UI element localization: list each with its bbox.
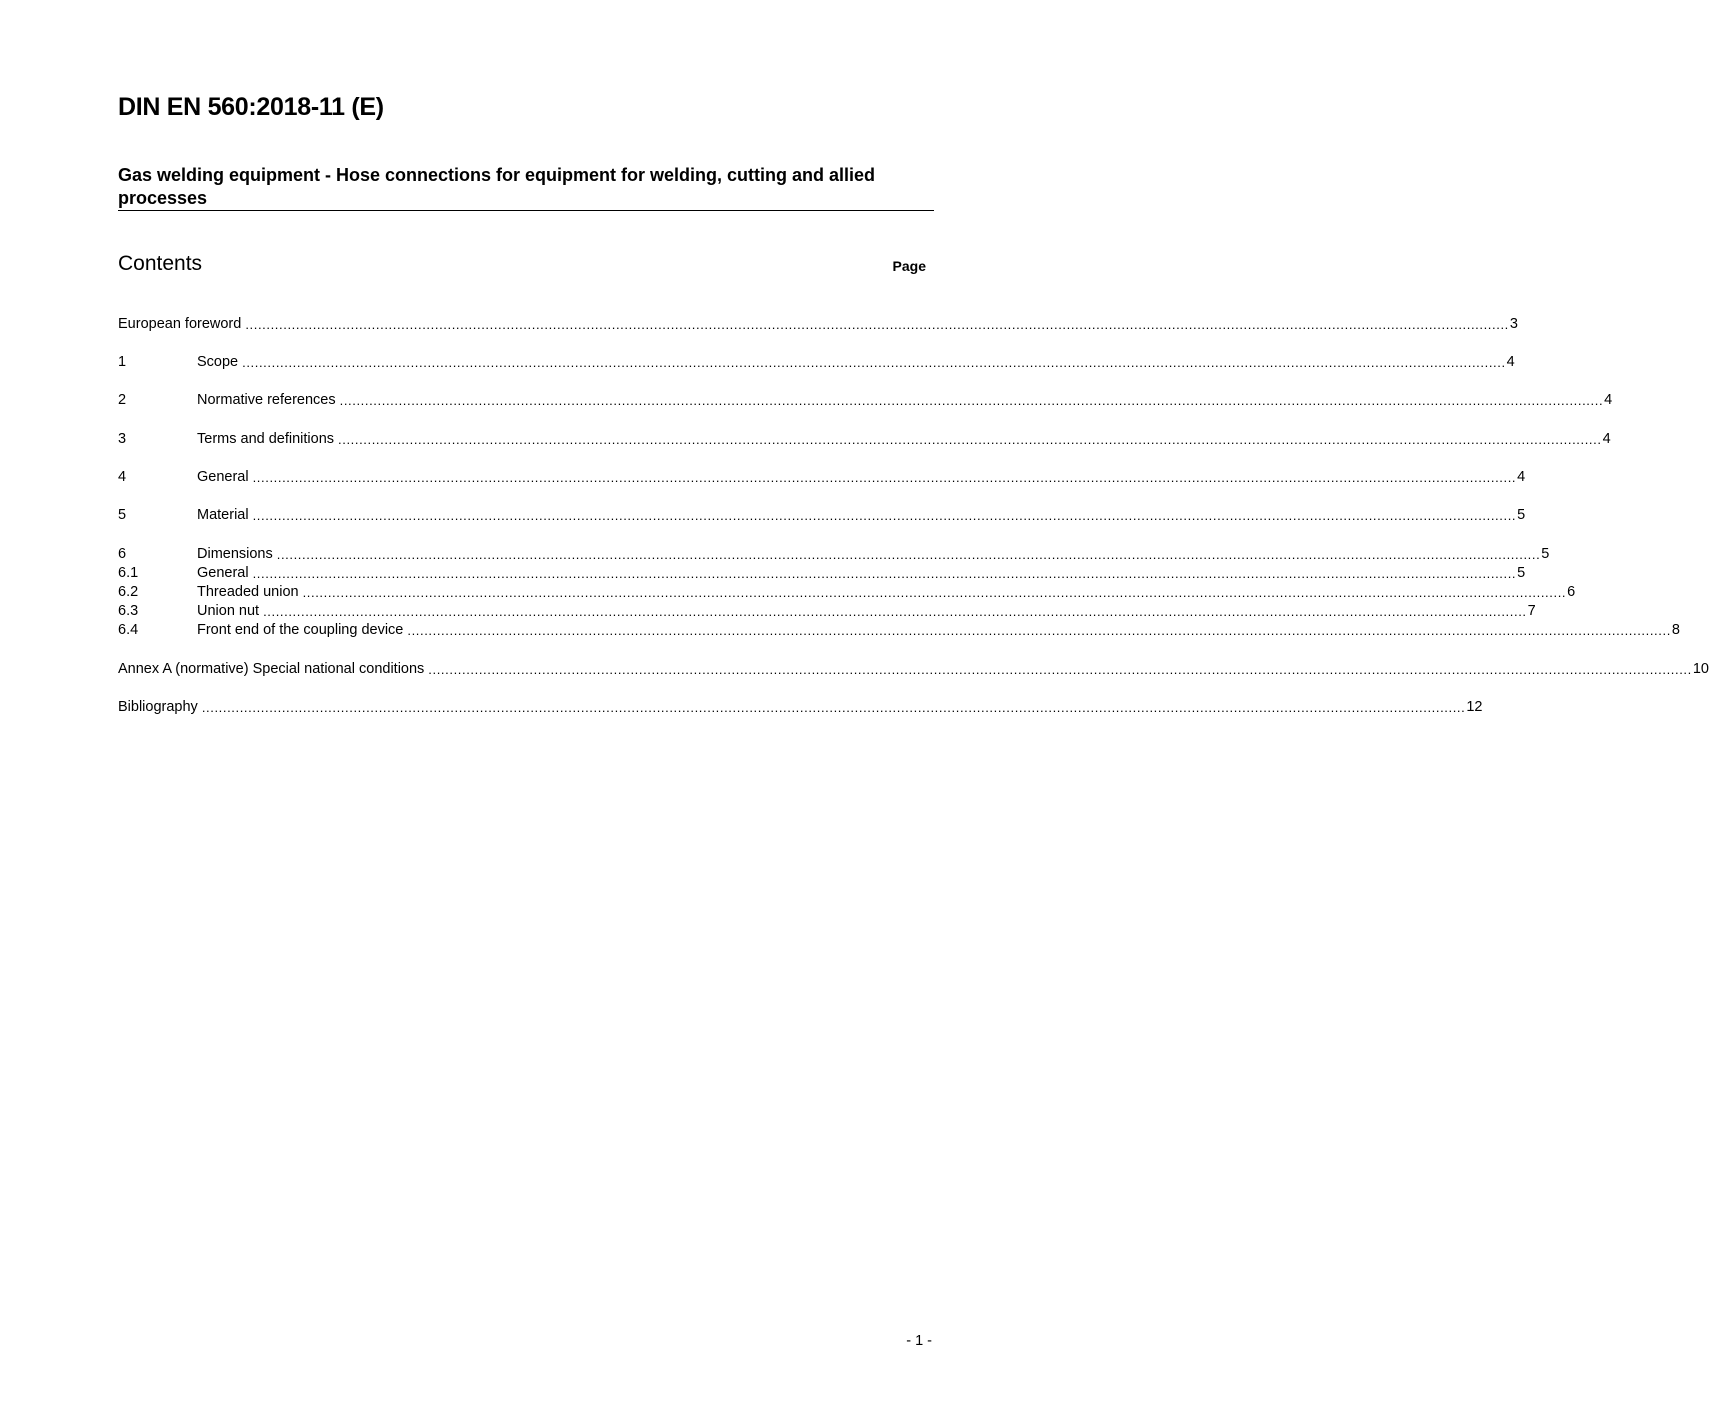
toc-entry-terms-definitions[interactable] <box>118 430 1611 449</box>
toc-entry-page: 4 <box>1506 354 1515 370</box>
toc-dot-leader: ............................................................................................................................................................................................................................................................................................................ <box>339 393 1604 408</box>
toc-dot-leader: ............................................................................................................................................................................................................................................................................................................ <box>252 470 1517 485</box>
toc-entry-page: 10 <box>1692 661 1709 677</box>
toc-entry-number: 6.1 <box>118 565 139 581</box>
toc-entry-dimensions[interactable] <box>118 545 1550 564</box>
toc-entry-title: General <box>197 469 249 485</box>
toc-dot-leader: ............................................................................................................................................................................................................................................................................................................ <box>245 317 1509 332</box>
toc-entry-annex-a[interactable] <box>118 660 1709 679</box>
document-number: DIN EN 560:2018-11 (E) <box>118 93 384 121</box>
toc-entry-number: 3 <box>118 431 127 447</box>
toc-dot-leader: ............................................................................................................................................................................................................................................................................................................ <box>302 585 1567 600</box>
toc-entry-bibliography[interactable] <box>118 698 1483 717</box>
toc-entry-page: 3 <box>1509 316 1518 332</box>
toc-entry-title: Front end of the coupling device <box>197 622 404 638</box>
toc-entry-title: Scope <box>197 354 239 370</box>
toc-entry-title: Annex A (normative) Special national conditions <box>118 661 425 677</box>
toc-dot-leader: ............................................................................................................................................................................................................................................................................................................ <box>428 662 1692 677</box>
toc-entry-page: 5 <box>1517 507 1526 523</box>
toc-dot-leader: ............................................................................................................................................................................................................................................................................................................ <box>276 547 1541 562</box>
toc-entry-title: General <box>197 565 249 581</box>
toc-dot-leader: ............................................................................................................................................................................................................................................................................................................ <box>263 604 1527 619</box>
toc-entry-title: Normative references <box>197 392 336 408</box>
toc-entry-page: 4 <box>1602 431 1611 447</box>
toc-dot-leader: ............................................................................................................................................................................................................................................................................................................ <box>407 623 1671 638</box>
toc-entry-front-end-coupling[interactable] <box>118 621 1680 640</box>
toc-entry-normative-references[interactable] <box>118 391 1613 410</box>
toc-entry-title: Material <box>197 507 249 523</box>
toc-entry-number: 6.2 <box>118 584 139 600</box>
toc-entry-title: European foreword <box>118 316 242 332</box>
toc-entry-title: Terms and definitions <box>197 431 335 447</box>
toc-entry-page: 4 <box>1517 469 1526 485</box>
toc-entry-number: 6.3 <box>118 603 139 619</box>
contents-heading: Contents <box>118 252 203 275</box>
toc-entry-title: Dimensions <box>197 546 273 562</box>
page-column-heading: Page <box>892 258 926 274</box>
toc-entry-page: 6 <box>1567 584 1576 600</box>
toc-entry-general[interactable] <box>118 468 1526 487</box>
toc-entry-title: Threaded union <box>197 584 299 600</box>
toc-entry-foreword[interactable] <box>118 315 1518 334</box>
document-title: Gas welding equipment - Hose connections for equipment for welding, cutting and allied processes <box>118 165 876 208</box>
toc-entry-material[interactable] <box>118 506 1526 525</box>
toc-entry-union-nut[interactable] <box>118 602 1536 621</box>
toc-entry-page: 5 <box>1517 565 1526 581</box>
toc-dot-leader: ............................................................................................................................................................................................................................................................................................................ <box>242 355 1506 370</box>
footer-page-number: - 1 - <box>906 1333 932 1349</box>
toc-dot-leader: ............................................................................................................................................................................................................................................................................................................ <box>252 508 1517 523</box>
toc-entry-scope[interactable] <box>118 353 1515 372</box>
toc-dot-leader: ............................................................................................................................................................................................................................................................................................................ <box>338 432 1602 447</box>
toc-entry-dimensions-general[interactable] <box>118 564 1526 583</box>
toc-dot-leader: ............................................................................................................................................................................................................................................................................................................ <box>252 566 1517 581</box>
toc-entry-number: 5 <box>118 507 127 523</box>
toc-entry-number: 4 <box>118 469 127 485</box>
toc-entry-page: 7 <box>1527 603 1536 619</box>
toc-entry-page: 12 <box>1466 699 1483 715</box>
toc-entry-threaded-union[interactable] <box>118 583 1576 602</box>
toc-entry-number: 6.4 <box>118 622 139 638</box>
toc-entry-number: 6 <box>118 546 127 562</box>
toc-entry-number: 2 <box>118 392 127 408</box>
toc-entry-number: 1 <box>118 354 127 370</box>
toc-entry-page: 5 <box>1541 546 1550 562</box>
title-divider <box>118 210 934 211</box>
toc-entry-title: Bibliography <box>118 699 198 715</box>
toc-dot-leader: ............................................................................................................................................................................................................................................................................................................ <box>201 700 1466 715</box>
toc-entry-title: Union nut <box>197 603 260 619</box>
toc-entry-page: 4 <box>1604 392 1613 408</box>
toc-entry-page: 8 <box>1671 622 1680 638</box>
